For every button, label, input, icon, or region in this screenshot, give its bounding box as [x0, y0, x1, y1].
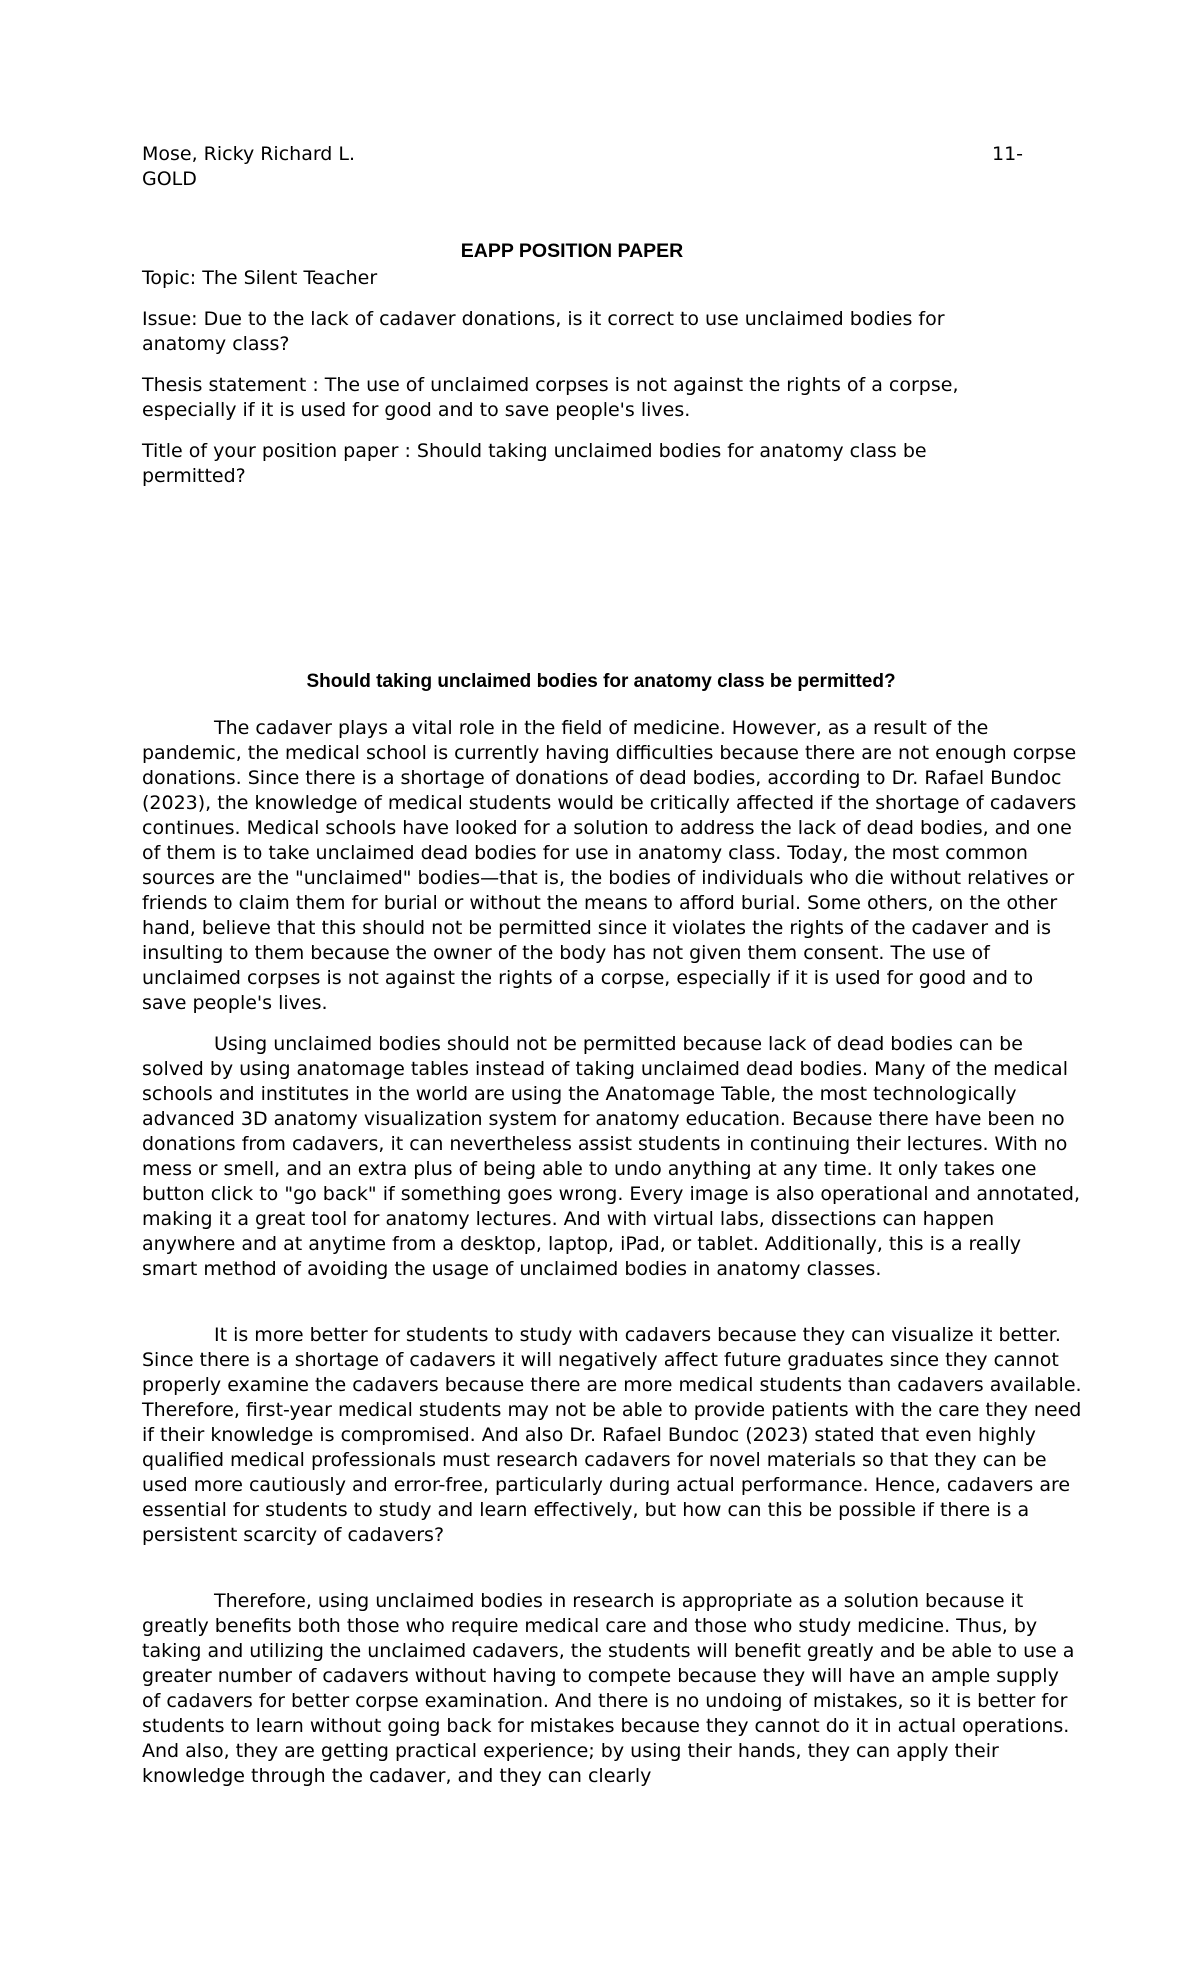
position-paper-title-line: Title of your position paper : Should taking unclaimed bodies for anatomy class be permitted? — [142, 440, 927, 487]
paper-body — [142, 716, 1082, 1789]
paper-title: Should taking unclaimed bodies for anatomy class be permitted? — [306, 671, 896, 692]
author-name: Mose, Ricky Richard L. — [142, 143, 356, 165]
issue-line: Issue: Due to the lack of cadaver donations, is it correct to use unclaimed bodies for anatomy class? — [142, 308, 945, 355]
body-paragraph: Using unclaimed bodies should not be permitted because lack of dead bodies can be solved by using anatomage tables instead of taking unclaimed dead bodies. Many of the medical schools and institutes in the world are using the Anatomage Table, the most technologically advanced 3D anatomy visualization system for anatomy education. Because there have been no donations from cadavers, it can nevertheless assist students in continuing their lectures. With no mess or smell, and an extra plus of being able to undo anything at any time. It only takes one button click to "go back" if something goes wrong. Every image is also operational and annotated, making it a great tool for anatomy lectures. And with virtual labs, dissections can happen anywhere and at anytime from a desktop, laptop, iPad, or tablet. Additionally, this is a really smart method of avoiding the usage of unclaimed bodies in anatomy classes. — [142, 1033, 1081, 1280]
header — [142, 142, 1082, 192]
body-paragraph: It is more better for students to study with cadavers because they can visualize it better. Since there is a shortage of cadavers it will negatively affect future graduates since they cannot properly examine the cadavers because there are more medical students than cadavers available. Therefore, first-year medical students may not be able to provide patients with the care they need if their knowledge is compromised. And also Dr. Rafael Bundoc (2023) stated that even highly qualified medical professionals must research cadavers for novel materials so that they can be used more cautiously and error-free, particularly during actual performance. Hence, cadavers are essential for students to study and learn effectively, but how can this be possible if there is a persistent scarcity of cadavers? — [142, 1324, 1082, 1546]
section-number: 11- — [992, 143, 1024, 165]
body-paragraph: The cadaver plays a vital role in the field of medicine. However, as a result of the pandemic, the medical school is currently having difficulties because there are not enough corpse donations. Since there is a shortage of donations of dead bodies, according to Dr. Rafael Bundoc (2023), the knowledge of medical students would be critically affected if the shortage of cadavers continues. Medical schools have looked for a solution to address the lack of dead bodies, and one of them is to take unclaimed dead bodies for use in anatomy class. Today, the most common sources are the "unclaimed" bodies—that is, the bodies of individuals who die without relatives or friends to claim them for burial or without the means to afford burial. Some others, on the other hand, believe that this should not be permitted since it violates the rights of the cadaver and is insulting to them because the owner of the body has not given them consent. The use of unclaimed corpses is not against the rights of a corpse, especially if it is used for good and to save people's lives. — [142, 717, 1077, 1014]
body-paragraph: Therefore, using unclaimed bodies in research is appropriate as a solution because it greatly benefits both those who require medical care and those who study medicine. Thus, by taking and utilizing the unclaimed cadavers, the students will benefit greatly and be able to use a greater number of cadavers without having to compete because they will have an ample supply of cadavers for better corpse examination. And there is no undoing of mistakes, so it is better for students to learn without going back for mistakes because they cannot do it in actual operations. And also, they are getting practical experience; by using their hands, they can apply their knowledge through the cadaver, and they can clearly — [142, 1590, 1075, 1787]
document-title: EAPP POSITION PAPER — [460, 240, 684, 262]
paper-meta — [142, 266, 1082, 489]
section-name: GOLD — [142, 168, 197, 190]
document-content — [142, 142, 1082, 1787]
thesis-line: Thesis statement : The use of unclaimed corpses is not against the rights of a corpse, especially if it is used for good and to save people's lives. — [142, 374, 959, 421]
topic-line: Topic: The Silent Teacher — [142, 267, 378, 289]
